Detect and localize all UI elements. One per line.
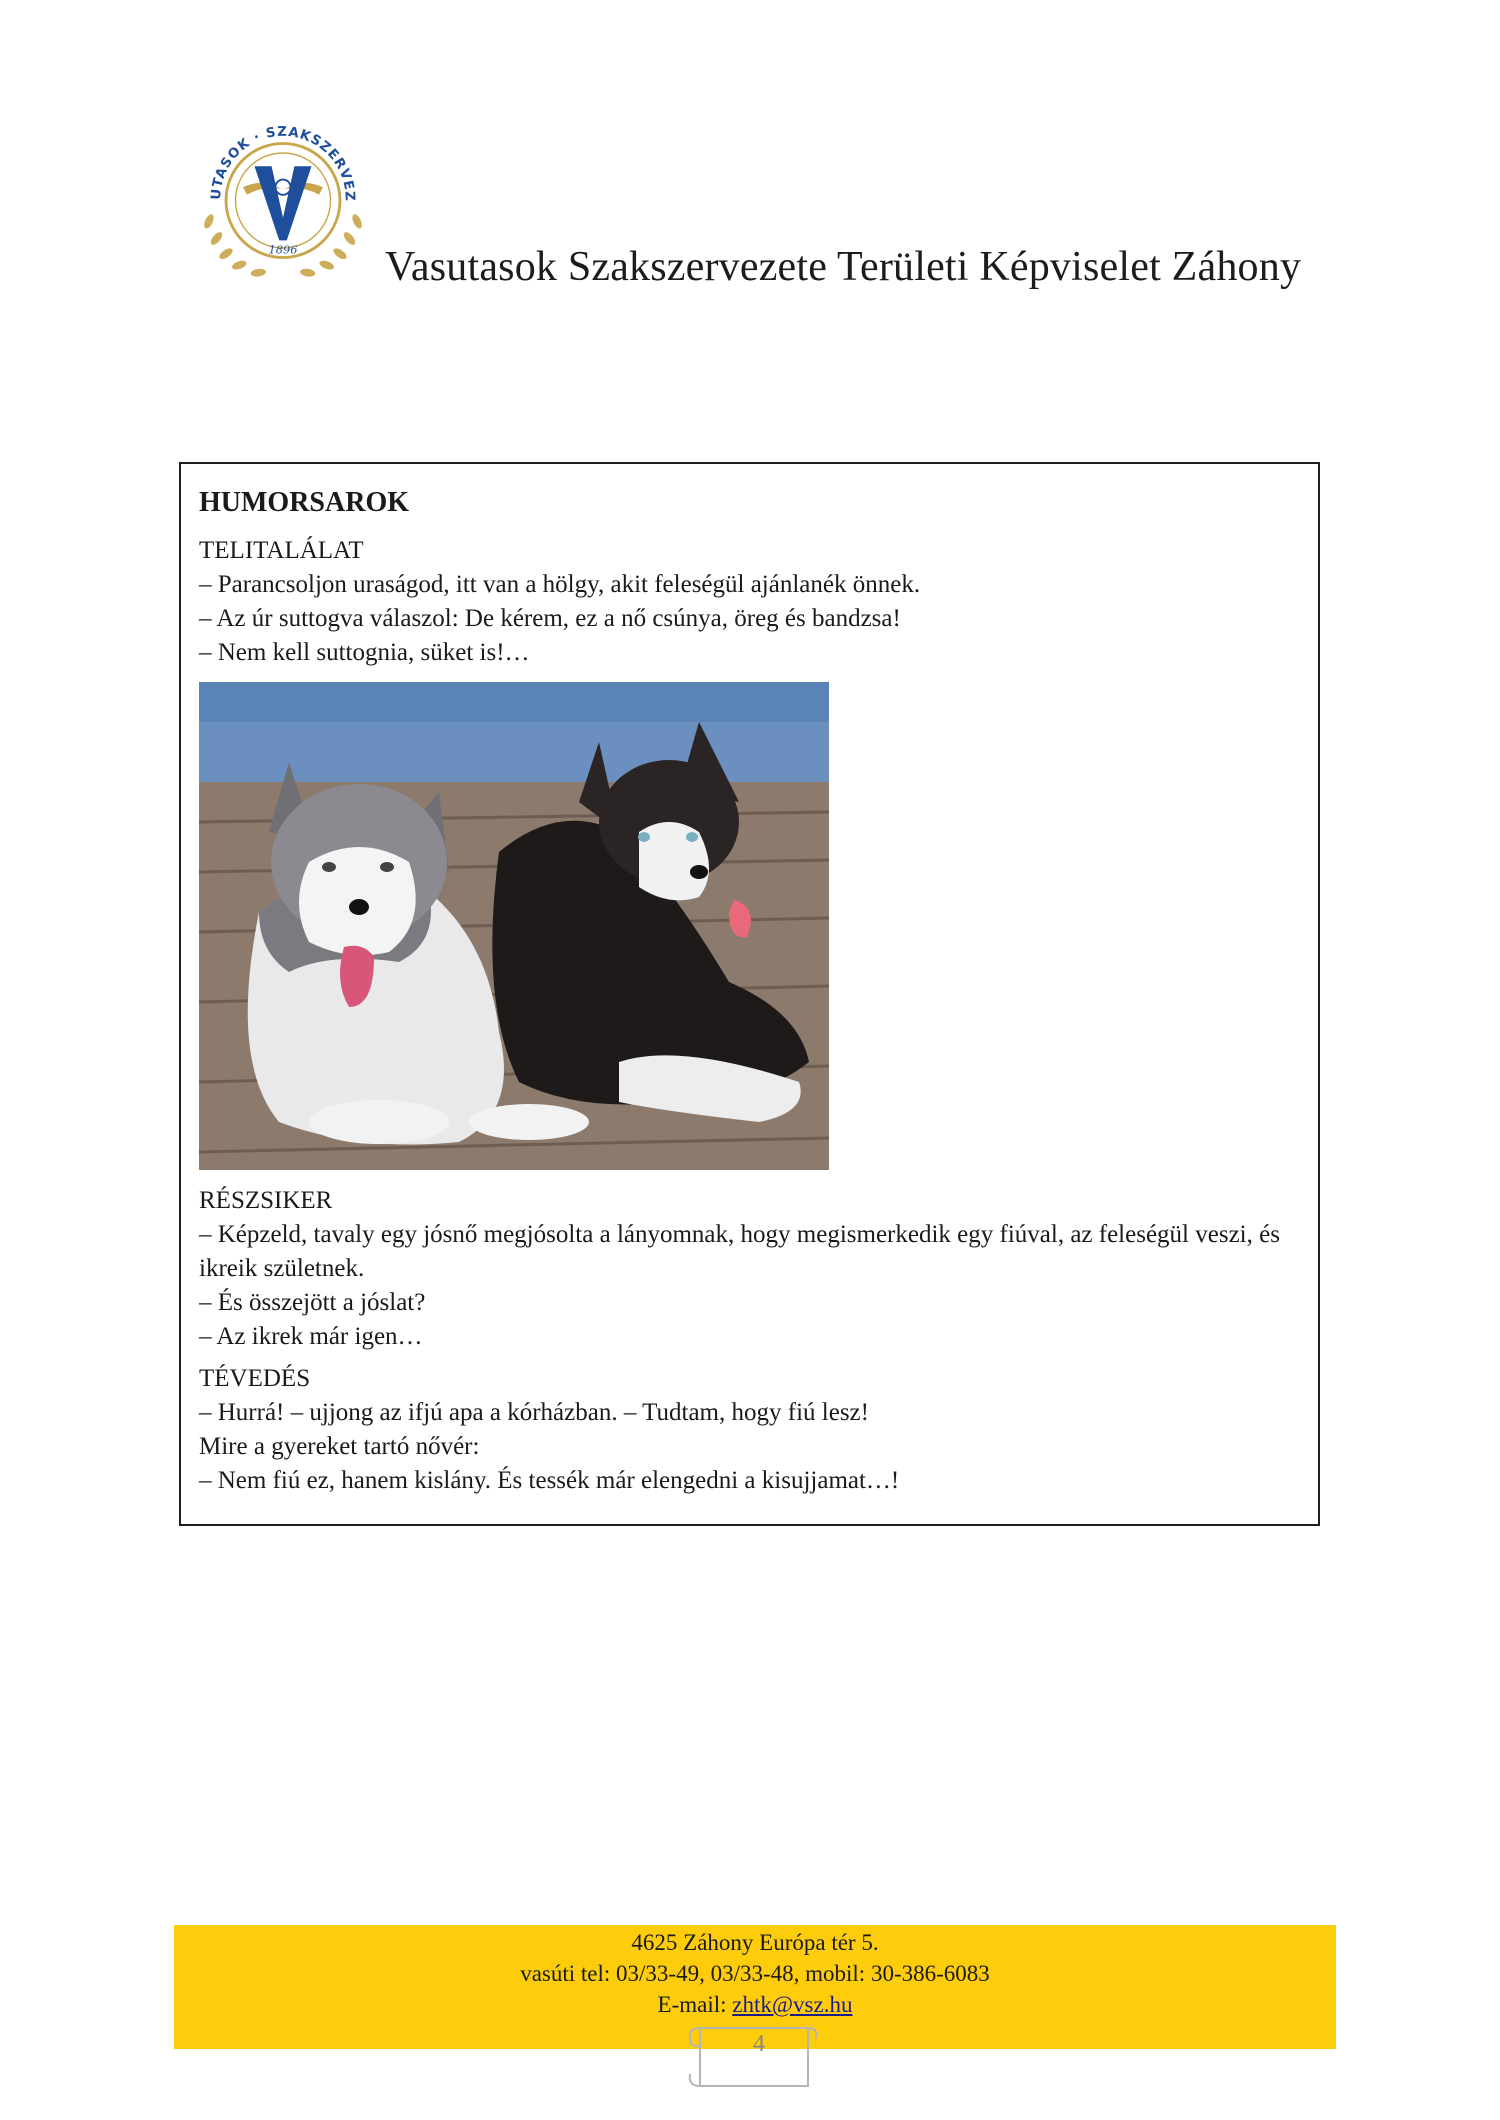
header-title: Vasutasok Szakszervezete Területi Képviselet Záhony <box>385 244 1302 290</box>
joke-line: – Nem fiú ez, hanem kislány. És tessék már elengedni a kisujjamat…! <box>199 1467 900 1494</box>
footer-email-label: E-mail: <box>657 1992 733 2017</box>
joke-line: – Képzeld, tavaly egy jósnő megjósolta a lányomnak, hogy megismerkedik egy fiúval, az feleségül veszi, és ikreik születnek. <box>199 1221 1280 1282</box>
svg-text:VASUTASOK · SZAKSZERVEZETE: UTASOK · SZAKSZERVEZ <box>209 124 357 203</box>
joke-line: – Nem kell suttognia, süket is!… <box>199 639 530 666</box>
joke-line: – Az ikrek már igen… <box>199 1323 423 1350</box>
joke-line: Mire a gyereket tartó nővér: <box>199 1433 480 1460</box>
humor-content <box>199 474 1302 1498</box>
page-number: 4 <box>753 2031 765 2057</box>
joke-line: – Az úr suttogva válaszol: De kérem, ez a nő csúnya, öreg és bandzsa! <box>199 605 901 632</box>
logo-year: 1896 <box>268 242 298 257</box>
union-emblem-icon <box>188 96 378 286</box>
section-title-telitalalat: TELITALÁLAT <box>199 537 364 564</box>
husky-dogs-photo <box>199 682 829 1170</box>
humor-box <box>179 462 1320 1526</box>
joke-line: – Hurrá! – ujjong az ifjú apa a kórházban. – Tudtam, hogy fiú lesz! <box>199 1399 869 1426</box>
footer-address: 4625 Záhony Európa tér 5. <box>631 1930 879 1955</box>
box-title: HUMORSAROK <box>199 487 409 518</box>
joke-line: – És összejött a jóslat? <box>199 1289 426 1316</box>
footer-email-line <box>174 1989 1336 2020</box>
section-title-tevedes: TÉVEDÉS <box>199 1365 311 1392</box>
husky-photo <box>199 682 829 1170</box>
email-link[interactable]: zhtk@vsz.hu <box>732 1992 853 2017</box>
footer-phones: vasúti tel: 03/33-49, 03/33-48, mobil: 30-386-6083 <box>520 1961 990 1986</box>
joke-line: – Parancsoljon uraságod, itt van a hölgy, akit feleségül ajánlanék önnek. <box>199 571 921 598</box>
section-title-reszsiker: RÉSZSIKER <box>199 1187 333 1214</box>
union-logo <box>188 96 378 286</box>
